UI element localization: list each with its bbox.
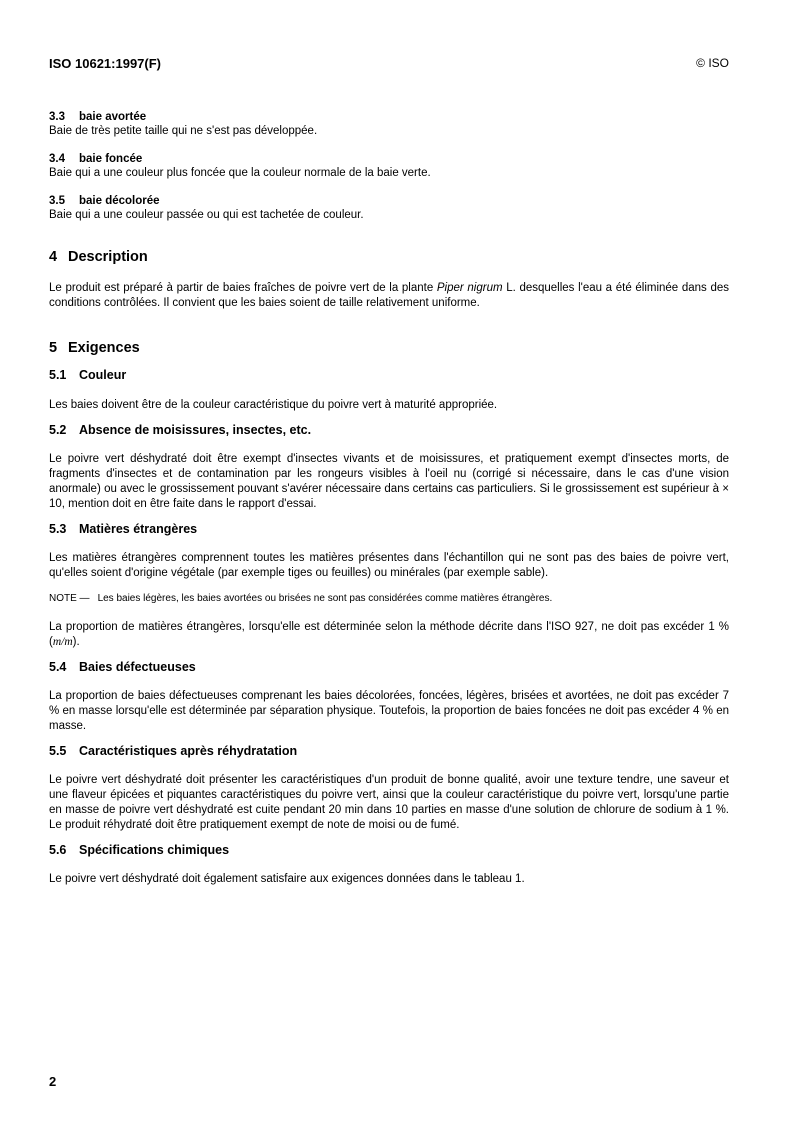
text-run: La proportion de matières étrangères, lorsqu'elle est déterminée selon la méthode décrite dans l'ISO 927, ne doit pas excéder 1 % ( [49, 621, 729, 648]
rehydratation-paragraph: Le poivre vert déshydraté doit présenter les caractéristiques d'un produit de bonne qualité, avoir une texture tendre, une saveur et une flaveur épicées et piquantes caractéristiques du poivre vert, ainsi que la couleur caractéristique du poivre vert, lorsqu'une partie en masse de poivre vert déshydraté est cuite pendant 20 min dans 10 parties en masse d'une solution de chlorure de sodium à 1 %. Le produit réhydraté doit être pratiquement exempt de note de moisi ou de fumé. [49, 774, 729, 831]
section-heading-exigences [49, 339, 729, 357]
copyright-notice: © ISO [696, 56, 729, 70]
note-label: NOTE — [49, 593, 90, 604]
page-content [49, 110, 729, 887]
subsection-number: 5.6 [49, 843, 67, 857]
page-number: 2 [49, 1074, 57, 1089]
subsection-number: 5.5 [49, 744, 67, 758]
subsection-heading-rehydratation [49, 743, 729, 759]
section-heading-description [49, 248, 729, 266]
section-title: Exigences [68, 340, 140, 356]
subsection-title: Baies défectueuses [79, 660, 196, 674]
term-number: 3.3 [49, 111, 65, 123]
note-text: Les baies légères, les baies avortées ou brisées ne sont pas considérées comme matières étrangères. [97, 593, 553, 604]
subsection-title: Couleur [79, 368, 127, 382]
subsection-number: 5.3 [49, 522, 67, 536]
couleur-paragraph: Les baies doivent être de la couleur caractéristique du poivre vert à maturité appropriée. [49, 399, 498, 411]
term-definition: Baie qui a une couleur plus foncée que la couleur normale de la baie verte. [49, 167, 431, 179]
subsection-number: 5.1 [49, 368, 67, 382]
description-paragraph [49, 281, 729, 311]
subsection-title: Caractéristiques après réhydratation [79, 744, 298, 758]
subsection-number: 5.2 [49, 423, 67, 437]
unit-ratio: m/m [52, 636, 73, 648]
term-heading [49, 110, 729, 124]
specifications-paragraph: Le poivre vert déshydraté doit également satisfaire aux exigences données dans le tableau 1. [49, 873, 525, 885]
matieres-paragraph: Les matières étrangères comprennent toutes les matières présentes dans l'échantillon qui ne sont pas des baies de poivre vert, qu'elles soient d'origine végétale (par exemple tiges ou feuilles) ou minérales (par exemple sable). [49, 552, 729, 579]
subsection-title: Absence de moisissures, insectes, etc. [79, 423, 312, 437]
standard-reference: ISO 10621:1997(F) [49, 56, 162, 71]
note [49, 592, 729, 605]
text-run: ). [72, 636, 80, 648]
text-run: L. desquelles l'eau a été éliminée dans des conditions contrôlées. Il convient que les baies soient de taille relativement uniforme. [49, 282, 729, 309]
section-number: 5 [49, 340, 58, 356]
term-entry [49, 194, 729, 222]
subsection-title: Matières étrangères [79, 522, 198, 536]
moisissures-paragraph: Le poivre vert déshydraté doit être exempt d'insectes vivants et de moisissures, et pratiquement exempt d'insectes morts, de fragments d'insectes et de contamination par les rongeurs visibles à l'oeil nu (corrigé si nécessaire, dans le cas d'une vision anormale) ou avec le grossissement pouvant s'avérer nécessaire dans certains cas particuliers. Si le grossissement est supérieur à × 10, mention doit en être faite dans le rapport d'essai. [49, 453, 729, 510]
term-entry [49, 152, 729, 180]
subsection-number: 5.4 [49, 660, 67, 674]
subsection-heading-specifications-chimiques [49, 842, 729, 858]
term-definition: Baie qui a une couleur passée ou qui est tachetée de couleur. [49, 209, 364, 221]
section-number: 4 [49, 249, 58, 265]
term-entry [49, 110, 729, 138]
term-number: 3.5 [49, 195, 65, 207]
subsection-heading-baies-defectueuses [49, 659, 729, 675]
section-title: Description [68, 249, 148, 265]
subsection-heading-moisissures [49, 422, 729, 438]
subsection-title: Spécifications chimiques [79, 843, 230, 857]
term-title: baie décolorée [79, 195, 160, 207]
term-heading [49, 152, 729, 166]
text-run: Le produit est préparé à partir de baies fraîches de poivre vert de la plante [49, 282, 437, 294]
term-title: baie foncée [79, 153, 143, 165]
defectueuses-paragraph: La proportion de baies défectueuses comprenant les baies décolorées, foncées, légères, brisées et avortées, ne doit pas excéder 7 % en masse lorsqu'elle est déterminée par séparation physique. Toutefois, la proportion de baies foncées ne doit pas excéder 4 % en masse. [49, 690, 729, 732]
subsection-heading-matieres-etrangeres [49, 521, 729, 537]
subsection-heading-couleur [49, 367, 729, 383]
term-heading [49, 194, 729, 208]
term-number: 3.4 [49, 153, 65, 165]
term-title: baie avortée [79, 111, 147, 123]
term-definition: Baie de très petite taille qui ne s'est pas développée. [49, 125, 318, 137]
species-name: Piper nigrum [436, 282, 503, 294]
matieres-limit-paragraph [49, 620, 729, 650]
